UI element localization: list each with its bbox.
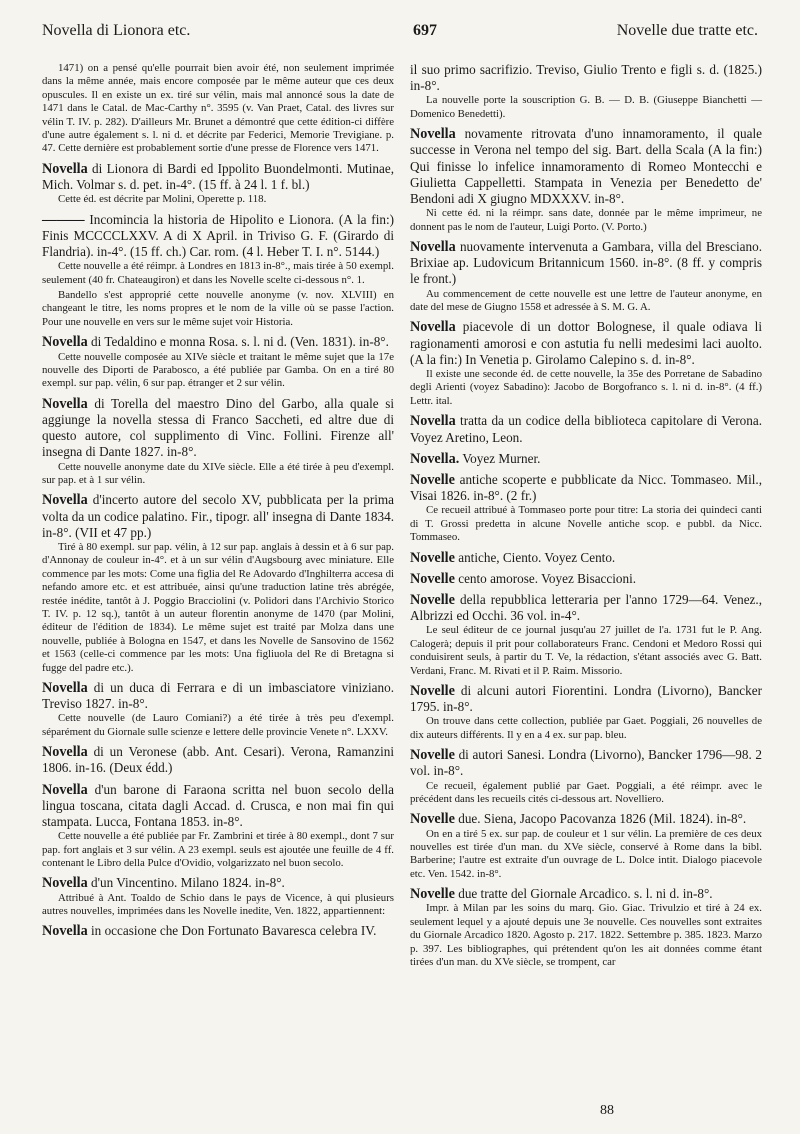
bibliography-entry bbox=[410, 550, 762, 566]
entry-title bbox=[410, 592, 762, 624]
entry-title-text: di autori Sanesi. Londra (Livorno), Bancker 1796—98. 2 vol. in-8°. bbox=[410, 747, 763, 779]
entry-title bbox=[42, 744, 394, 776]
entry-note: Au commencement de cette nouvelle est une lettre de l'auteur anonyme, en date del mese de Giugno 1558 et adressée à S. M. G. A. bbox=[410, 287, 762, 314]
entry-title bbox=[42, 875, 394, 891]
entry-title-text: di Torella del maestro Dino del Garbo, alla quale si aggiunge la novella stessa di Franco Saccheti, ed altre due di questo autore, col supplimento di Vinc. Follini. Firenze all' insegna di Dante 1827. in-8°. bbox=[42, 395, 395, 460]
entry-title-text: in occasione che Don Fortunato Bavaresca celebra IV. bbox=[91, 923, 377, 939]
entry-headword: Novella bbox=[42, 680, 88, 697]
entry-title bbox=[42, 396, 394, 461]
entry-title bbox=[42, 923, 394, 939]
bibliography-entry bbox=[42, 334, 394, 390]
entry-headword: Novella bbox=[42, 334, 88, 351]
entry-title bbox=[410, 683, 762, 715]
entry-title-text: di Tedaldino e monna Rosa. s. l. ni d. (Ven. 1831). in-8°. bbox=[91, 334, 389, 350]
bibliography-entry bbox=[42, 680, 394, 739]
entry-headword: Novelle bbox=[410, 886, 455, 903]
entry-title bbox=[410, 571, 762, 587]
entry-headword: Novella bbox=[42, 395, 88, 412]
bibliography-entry bbox=[42, 744, 394, 776]
entry-title bbox=[410, 62, 762, 94]
entry-title bbox=[42, 680, 394, 712]
bibliography-entry bbox=[42, 62, 394, 156]
bibliography-entry bbox=[410, 239, 762, 314]
entry-headword: Novella bbox=[42, 781, 88, 798]
entry-headword: Novella bbox=[410, 319, 456, 336]
entry-note: Cette nouvelle a été réimpr. à Londres en 1813 in-8°., mais tirée à 50 exempl. seulement (40 fr. Chateaugiron) et dans les Novelle scelte ci-dessous n°. 1. bbox=[42, 260, 394, 286]
entry-note: Ni cette éd. ni la réimpr. sans date, donnée par le même imprimeur, ne donnent pas le nom de l'auteur, Luigi Porto. (V. Porto.) bbox=[410, 207, 762, 233]
bibliography-entry bbox=[410, 811, 762, 881]
entry-title-text: di un duca di Ferrara e di un imbasciatore viniziano. Treviso 1827. in-8°. bbox=[42, 680, 394, 712]
entry-title bbox=[410, 747, 762, 779]
entry-title-text: della repubblica letteraria per l'anno 1729—64. Venez., Albrizzi ed Occhi. 36 vol. in-4°. bbox=[410, 591, 763, 624]
entry-headword: Novelle bbox=[410, 570, 455, 587]
bibliography-entry bbox=[410, 886, 762, 969]
entry-note: On en a tiré 5 ex. sur pap. de couleur et 1 sur vélin. La première de ces deux nouvelles est tirée d'un man. du XVe siècle, conservé à Rome dans la bibl. Barberine; l'autre est extraite d'un ouvrage de L. Dolce intit. Dialogo piacevole etc. Ven. 1542. in-8°. bbox=[410, 827, 762, 880]
entry-note: Le seul éditeur de ce journal jusqu'au 27 juillet de l'a. 1731 fut le P. Ang. Calogerà; depuis il prit pour collaborateurs Franc. Cendoni et Medoro Rossi qui conduisirent seuls, à partir du T. Ve, la rédaction, s'étant associés avec G. Batt. Verdani, Franc. M. Rivati et il P. Raim. Missorio. bbox=[410, 624, 762, 677]
entry-note: Impr. à Milan par les soins du marq. Gio. Giac. Trivulzio et tiré à 24 ex. seulement lequel y a ajouté depuis une 3e nouvelle. Ces nouvelles sont extraites du Giornale Arcadico 1820. Agosto p. 217. 1822. Settembre p. 385. 1823. Marzo p. 397. Les bibliographes, qui prétendent qu'on les ait données comme étant tirées d'un man. du XVe siècle, se trompent, car bbox=[410, 902, 762, 969]
entry-headword: Novelle bbox=[410, 591, 455, 608]
bibliography-entry bbox=[42, 396, 394, 488]
entry-headword: Novelle bbox=[410, 549, 455, 566]
entry-title bbox=[42, 782, 394, 831]
bibliography-entry bbox=[410, 592, 762, 678]
entry-note: Attribué à Ant. Toaldo de Schio dans le pays de Vicence, à qui plusieurs autres nouvelles, imprimées dans les Novelle inedite, Ven. 1822, appartiennent: bbox=[42, 891, 394, 918]
entry-headword: Novelle bbox=[410, 471, 455, 488]
bibliography-entry bbox=[42, 782, 394, 871]
entry-headword: Novella bbox=[42, 160, 88, 177]
entry-headword: ——— bbox=[42, 211, 85, 228]
bibliography-entry bbox=[410, 319, 762, 408]
entry-title-text: piacevole di un dottor Bolognese, il quale odiava li ragionamenti amorosi e con astutia fu nelli medesimi laci auolto. (A la fin:) In Venetia p. Girolamo Calepino s. d. in-8°. bbox=[410, 319, 763, 367]
entry-title bbox=[410, 550, 762, 566]
bibliography-entry bbox=[410, 126, 762, 234]
entry-headword: Novella bbox=[42, 875, 88, 892]
entry-title bbox=[42, 334, 394, 350]
bibliography-entry bbox=[410, 451, 762, 467]
entry-note: La nouvelle porte la souscription G. B. — D. B. (Giuseppe Bianchetti — Domenico Benedetti). bbox=[410, 94, 762, 120]
bibliography-entry bbox=[42, 161, 394, 207]
entry-title bbox=[410, 811, 762, 827]
entry-title-text: antiche scoperte e pubblicate da Nicc. Tommaseo. Mil., Visai 1826. in-8°. (2 fr.) bbox=[410, 471, 763, 504]
entry-note: Cette nouvelle (de Lauro Comiani?) a été tirée à très peu d'exempl. séparément du Giornale sulle scienze e lettere delle provincie Venete n°. LXXV. bbox=[42, 712, 394, 738]
bibliography-entry bbox=[42, 212, 394, 330]
bibliography-entry bbox=[42, 923, 394, 939]
left-column bbox=[42, 62, 394, 945]
entry-title-text: il suo primo sacrifizio. Treviso, Giulio Trento e figli s. d. (1825.) in-8°. bbox=[410, 62, 762, 94]
entry-title-text: Incomincia la historia de Hipolito e Lionora. (A la fin:) Finis MCCCCLXXV. A di X April. in Triviso G. F. (Girardo di Flandria). in-4°. (15 ff. ch.) Car. rom. (4 l. Heber T. I. n°. 5144.) bbox=[42, 211, 395, 260]
entry-headword: Novella bbox=[410, 239, 456, 256]
signature-mark: 88 bbox=[600, 1103, 614, 1118]
entry-headword: Novelle bbox=[410, 682, 455, 699]
bibliography-entry bbox=[410, 472, 762, 545]
entry-title-text: cento amorose. Voyez Bisaccioni. bbox=[458, 570, 637, 586]
entry-note: Cette éd. est décrite par Molini, Operette p. 118. bbox=[58, 193, 267, 206]
entry-headword: Novella bbox=[410, 126, 456, 143]
right-column bbox=[410, 62, 762, 974]
entry-note: Bandello s'est approprié cette nouvelle anonyme (v. nov. XLVIII) en changeant le titre, les noms propres et le nom de la ville où se passe l'action. Pour une nouvelle en vers sur le même sujet voir Historia. bbox=[42, 289, 394, 328]
entry-title-text: Voyez Murner. bbox=[462, 450, 541, 466]
entry-title bbox=[410, 319, 762, 368]
entry-headword: Novella. bbox=[410, 450, 460, 467]
entry-headword: Novella bbox=[410, 413, 456, 430]
entry-title-text: antiche, Ciento. Voyez Cento. bbox=[458, 549, 616, 565]
bibliography-entry bbox=[410, 62, 762, 121]
entry-note: Cette nouvelle a été publiée par Fr. Zambrini et tirée à 80 exempl., dont 7 sur pap. fort anglais et 3 sur vélin. A 23 exempl. seuls est ajoutée une feuille de 4 ff. contenant le Libro della Pulce d'Ovidio, volgarizzato nel buon secolo. bbox=[42, 830, 394, 870]
entry-title-text: d'un Vincentino. Milano 1824. in-8°. bbox=[91, 875, 285, 891]
entry-title bbox=[42, 212, 394, 261]
bibliography-entry bbox=[410, 747, 762, 806]
entry-note: Ce recueil, également publié par Gaet. Poggiali, a été réimpr. avec le précédent dans les recueils cités ci-dessous art. Novelliero. bbox=[410, 779, 762, 805]
entry-title bbox=[410, 451, 762, 467]
entry-title-text: tratta da un codice della biblioteca capitolare di Verona. Voyez Aretino, Leon. bbox=[410, 413, 763, 445]
entry-headword: Novelle bbox=[410, 811, 455, 828]
bibliography-entry bbox=[410, 571, 762, 587]
bibliography-entry bbox=[42, 875, 394, 918]
entry-title-text: due. Siena, Jacopo Pacovanza 1826 (Mil. 1824). in-8°. bbox=[458, 811, 747, 827]
page-number: 697 bbox=[413, 22, 437, 39]
entry-title bbox=[42, 492, 394, 541]
header-left-title: Novella di Lionora etc. bbox=[42, 22, 191, 39]
entry-note: Ce recueil attribué à Tommaseo porte pour titre: La storia dei quindeci canti di T. Grossi predetta in alcune Novelle antiche scop. e pubbl. da Nicc. Tommaseo. bbox=[410, 504, 762, 544]
bibliography-entry bbox=[42, 492, 394, 675]
entry-title-text: di Lionora di Bardi ed Ippolito Buondelmonti. Mutinae, Mich. Volmar s. d. pet. in-4°. (15 ff. à 24 l. 1 f. bl.) bbox=[42, 160, 394, 193]
entry-title-text: di alcuni autori Fiorentini. Londra (Livorno), Bancker 1795. in-8°. bbox=[410, 682, 763, 715]
header-right-title: Novelle due tratte etc. bbox=[616, 22, 758, 39]
entry-title bbox=[410, 239, 762, 288]
entry-note: Cette nouvelle anonyme date du XIVe siècle. Elle a été tirée à peu d'exempl. sur pap. et à 1 sur vélin. bbox=[42, 460, 394, 486]
entry-headword: Novella bbox=[42, 744, 88, 761]
running-header bbox=[38, 22, 762, 44]
entry-headword: Novella bbox=[42, 923, 88, 940]
bibliography-entry bbox=[410, 413, 762, 445]
entry-title-text: d'un barone di Faraona scritta nel buon secolo della lingua toscana, citata dagli Accad. d. Crusca, e non mai fin qui stampata. Lucca, Fontana 1853. in-8°. bbox=[42, 781, 395, 830]
entry-note: 1471) on a pensé qu'elle pourrait bien avoir été, non seulement imprimée dans la même année, mais encore composée par le même auteur que ces deux opuscules. Il en existe un ex. tiré sur vélin, mais mal annoncé sous la date de 1471 dans le Catal. de Mac-Carthy n°. 3595 (v. Van Praet, Catal. des livres sur vélin T. IV. p. 282). D'ailleurs Mr. Brunet a démontré que cette édition-ci diffère d'une autre également s. l. ni d. et décrite par Federici, Memorie Trevigiane. p. 47. Cette dernière est probablement sortie d'une presse de Florence vers 1471. bbox=[42, 62, 394, 155]
entry-title-text: due tratte del Giornale Arcadico. s. l. ni d. in-8°. bbox=[458, 886, 713, 902]
entry-headword: Novella bbox=[42, 492, 88, 509]
entry-title bbox=[410, 886, 762, 902]
entry-title-text: nuovamente intervenuta a Gambara, villa del Bresciano. Brixiae ap. Ludovicum Britannicum 1560. in-8°. (8 ff. y compris le front.) bbox=[410, 239, 763, 287]
bibliography-entry bbox=[410, 683, 762, 742]
entry-title-text: novamente ritrovata d'uno innamoramento, il quale successe in Verona nel tempo del sig. Bart. della Scala (A la fin:) Qui finisse lo infelice innamoramento di Romeo Montecchi e Giulietta Cappelletti. Stampata in Venezia per Benedetto de' Bendoni adi X giugno MDXXXV. in-8°. bbox=[410, 126, 762, 207]
entry-title bbox=[410, 472, 762, 504]
entry-note: Cette nouvelle composée au XIVe siècle et traitant le même sujet que la 17e nouvelle des Diporti de Parabosco, a été publiée par Gamba. On en a tiré 80 exempl. sur pap. vélin, 6 sur pap. étranger et 2 sur vélin. bbox=[42, 350, 394, 390]
entry-headword: Novelle bbox=[410, 747, 455, 764]
entry-note: Tiré à 80 exempl. sur pap. vélin, à 12 sur pap. anglais à dessin et à 6 sur pap. d'Annonay de couleur in-4°. et à un sur vélin d'Augsbourg avec miniature. Elle commence par les mots: Come una figlia del Re Adovardo d'Inghilterra accesa di nefando amore etc. et est attribuée, ainsi qu'une traduction latine très abrégée, restée inédite, tantôt à J. Poggio Bracciolini (v. Polidori dans l'Archivio Storico T. IV. p. 12 sq.), tantôt à un auteur florentin anonyme de 1470 (par Molini, éditeur de l'édition de 1834). Le même sujet est traité par Molza dans une nouvelle, publiée à Bologna en 1547, et dans les Novelle de Sansovino de 1562 et 1563 (celle-ci commence par les mots: Una figliuola del Re di Bretagna si fugge del padre etc.). bbox=[42, 540, 394, 674]
entry-title bbox=[410, 413, 762, 445]
entry-title bbox=[42, 161, 394, 193]
entry-note: On trouve dans cette collection, publiée par Gaet. Poggiali, 26 nouvelles de dix auteurs différents. Il y en a 4 ex. sur pap. bleu. bbox=[410, 715, 762, 741]
entry-title bbox=[410, 126, 762, 207]
entry-title-text: di un Veronese (abb. Ant. Cesari). Verona, Ramanzini 1806. in-16. (Deux édd.) bbox=[42, 744, 394, 776]
entry-note: Il existe une seconde éd. de cette nouvelle, la 35e des Porretane de Sabadino degli Arienti (voyez Sabadino): Jacobo de Borgofranco s. l. ni d. in-8°. (4 ff.) Lettr. ital. bbox=[410, 368, 762, 407]
entry-title-text: d'incerto autore del secolo XV, pubblicata per la prima volta da un codice palatino. Fir., tipogr. all' insegna di Dante 1834. in-8°. (VII et 47 pp.) bbox=[42, 492, 394, 540]
